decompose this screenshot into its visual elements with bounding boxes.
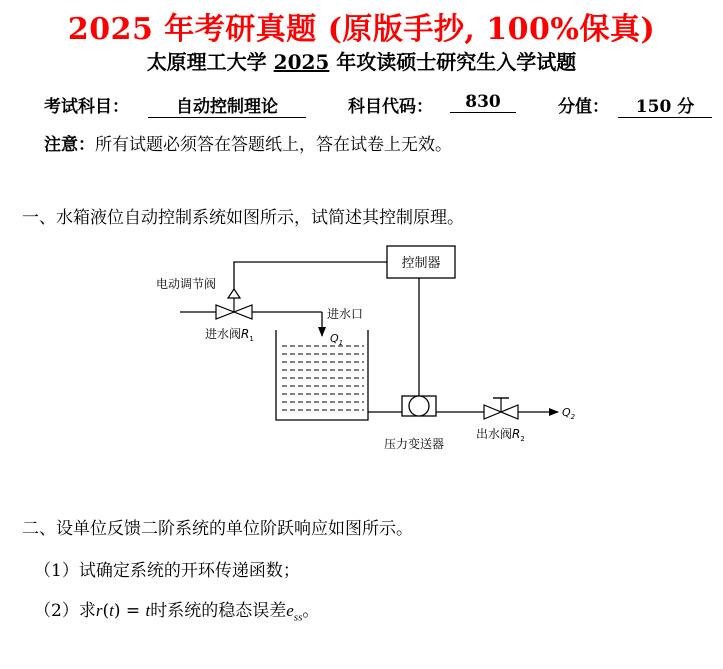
outlet-valve-right-icon <box>501 405 518 419</box>
inlet-valve-label: 进水阀$R_1$ <box>205 327 254 343</box>
question-1: 一、水箱液位自动控制系统如图所示，试简述其控制原理。 <box>22 208 464 228</box>
valve-actuator-icon <box>228 289 240 298</box>
transmitter-label: 压力变送器 <box>384 437 445 451</box>
notice-label: 注意： <box>44 135 95 155</box>
score-value: 150 分 <box>618 92 712 118</box>
inlet-label: 进水口 <box>327 307 364 321</box>
code-label: 科目代码： <box>348 97 433 117</box>
question-2-part-1: （1）试确定系统的开环传递函数； <box>34 561 300 581</box>
electric-valve-label: 电动调节阀 <box>156 277 217 291</box>
score-label: 分值： <box>558 97 609 117</box>
subject-value: 自动控制理论 <box>148 92 306 118</box>
banner-title: 2025 年考研真题 (原版手抄, 100%保真) <box>67 12 656 47</box>
question-2: 二、设单位反馈二阶系统的单位阶跃响应如图所示。 <box>22 519 413 539</box>
code-value: 830 <box>450 92 516 113</box>
controller-label: 控制器 <box>401 256 441 271</box>
exam-title-suffix: 年攻读硕士研究生入学试题 <box>329 50 577 74</box>
inlet-valve-left-icon <box>216 305 234 319</box>
inlet-valve-right-icon <box>234 305 252 319</box>
question-2-part-2: （2）求r(t) = t时系统的稳态误差$e_{ss}$。 <box>34 601 320 624</box>
control-signal-line <box>234 262 387 289</box>
water-level-lines <box>282 346 364 410</box>
water-tank <box>276 330 368 420</box>
q2-label: $Q_2$ <box>562 406 576 421</box>
notice-text: 所有试题必须答在答题纸上，答在试卷上无效。 <box>95 135 452 155</box>
subject-label: 考试科目： <box>44 97 129 117</box>
outlet-valve-left-icon <box>484 405 501 419</box>
exam-title-year: 2025 <box>273 50 330 74</box>
q1-label: $Q_1$ <box>330 332 344 347</box>
exam-title-prefix: 太原理工大学 <box>146 50 274 74</box>
outlet-valve-label: 出水阀$R_2$ <box>476 427 525 443</box>
pressure-transmitter-icon <box>409 396 429 416</box>
